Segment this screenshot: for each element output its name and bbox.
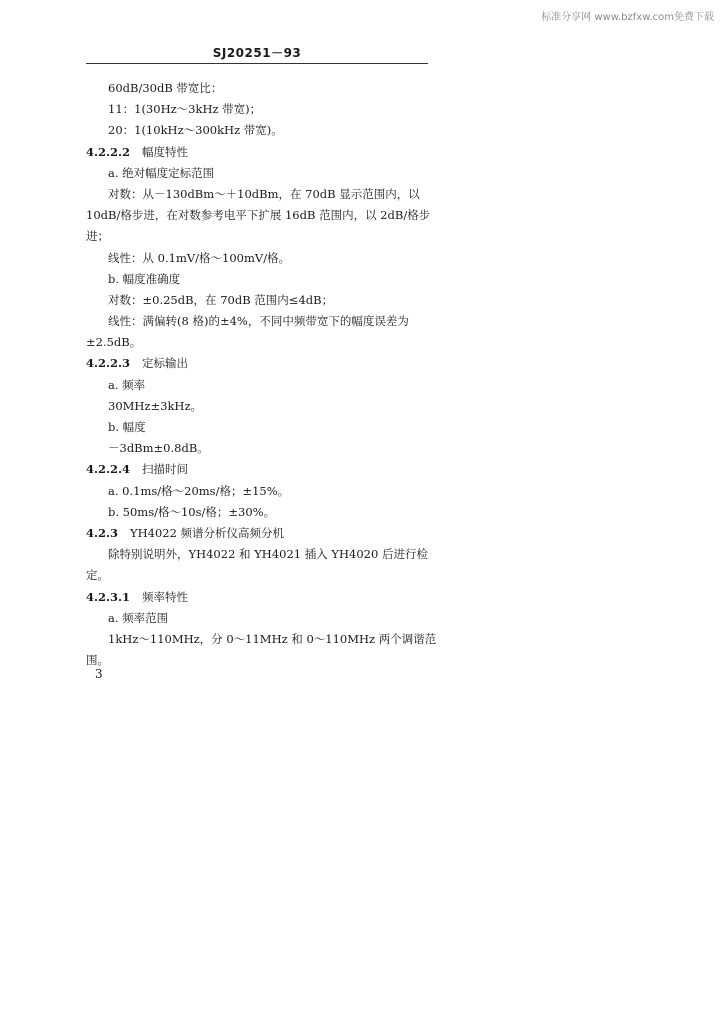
section-title: 幅度特性 xyxy=(142,144,189,159)
body-text-line: b. 幅度 xyxy=(108,420,146,434)
body-text-line: 11：1(30Hz～3kHz 带宽)； xyxy=(108,102,262,117)
section-title: 频率特性 xyxy=(142,589,189,604)
section-number: 4.2.3 xyxy=(86,525,119,540)
section-heading xyxy=(86,459,436,480)
section-title: YH4022 频谱分析仪高频分机 xyxy=(130,525,285,540)
body-text-line: 线性：从 0.1mV/格～100mV/格。 xyxy=(108,250,291,265)
section-heading xyxy=(86,353,436,374)
body-text-line: 对数：从－130dBm～＋10dBm，在 70dB 显示范围内，以 xyxy=(108,186,420,201)
body-text-line: 60dB/30dB 带宽比： xyxy=(108,81,223,95)
body-text-line: 1kHz～110MHz，分 0～11MHz 和 0～110MHz 两个调谐范 xyxy=(108,631,437,646)
page-header: SJ20251－93 xyxy=(212,46,302,60)
body-text-line: 进； xyxy=(86,229,109,244)
body-text-line: 20：1(10kHz～300kHz 带宽)。 xyxy=(108,123,283,138)
section-number: 4.2.2.3 xyxy=(86,356,131,371)
section-heading xyxy=(86,142,436,163)
body-text-line: b. 幅度准确度 xyxy=(108,271,181,286)
section-heading xyxy=(86,523,436,544)
body-text-line: a. 0.1ms/格～20ms/格；±15%。 xyxy=(108,483,290,498)
body-text-line: 定。 xyxy=(86,568,109,583)
header-rule xyxy=(86,63,428,64)
body-text-line: b. 50ms/格～10s/格；±30%。 xyxy=(108,504,276,519)
body-text-line: a. 频率 xyxy=(108,377,146,392)
body-text-line: 30MHz±3kHz。 xyxy=(108,398,203,413)
body-text-line: 除特别说明外，YH4022 和 YH4021 插入 YH4020 后进行检 xyxy=(108,547,428,562)
document-body xyxy=(86,78,436,671)
page-number: 3 xyxy=(95,667,103,681)
watermark-text: 标准分享网 www.bzfxw.com免费下载 xyxy=(541,12,714,23)
body-text-line: 对数：±0.25dB，在 70dB 范围内≤4dB； xyxy=(108,292,334,307)
body-text-line: a. 绝对幅度定标范围 xyxy=(108,165,215,180)
body-text-line: －3dBm±0.8dB。 xyxy=(108,441,209,456)
section-number: 4.2.2.4 xyxy=(86,462,131,477)
body-text-line: a. 频率范围 xyxy=(108,610,169,625)
section-title: 定标输出 xyxy=(142,356,189,371)
body-text-line: 10dB/格步进，在对数参考电平下扩展 16dB 范围内，以 2dB/格步 xyxy=(86,208,431,223)
section-heading xyxy=(86,587,436,608)
body-text-line: 围。 xyxy=(86,653,109,668)
section-number: 4.2.2.2 xyxy=(86,144,131,159)
section-title: 扫描时间 xyxy=(142,462,189,477)
body-text-line: ±2.5dB。 xyxy=(86,335,142,350)
section-number: 4.2.3.1 xyxy=(86,589,131,604)
body-text-line: 线性：满偏转(8 格)的±4%，不同中频带宽下的幅度误差为 xyxy=(108,314,409,329)
